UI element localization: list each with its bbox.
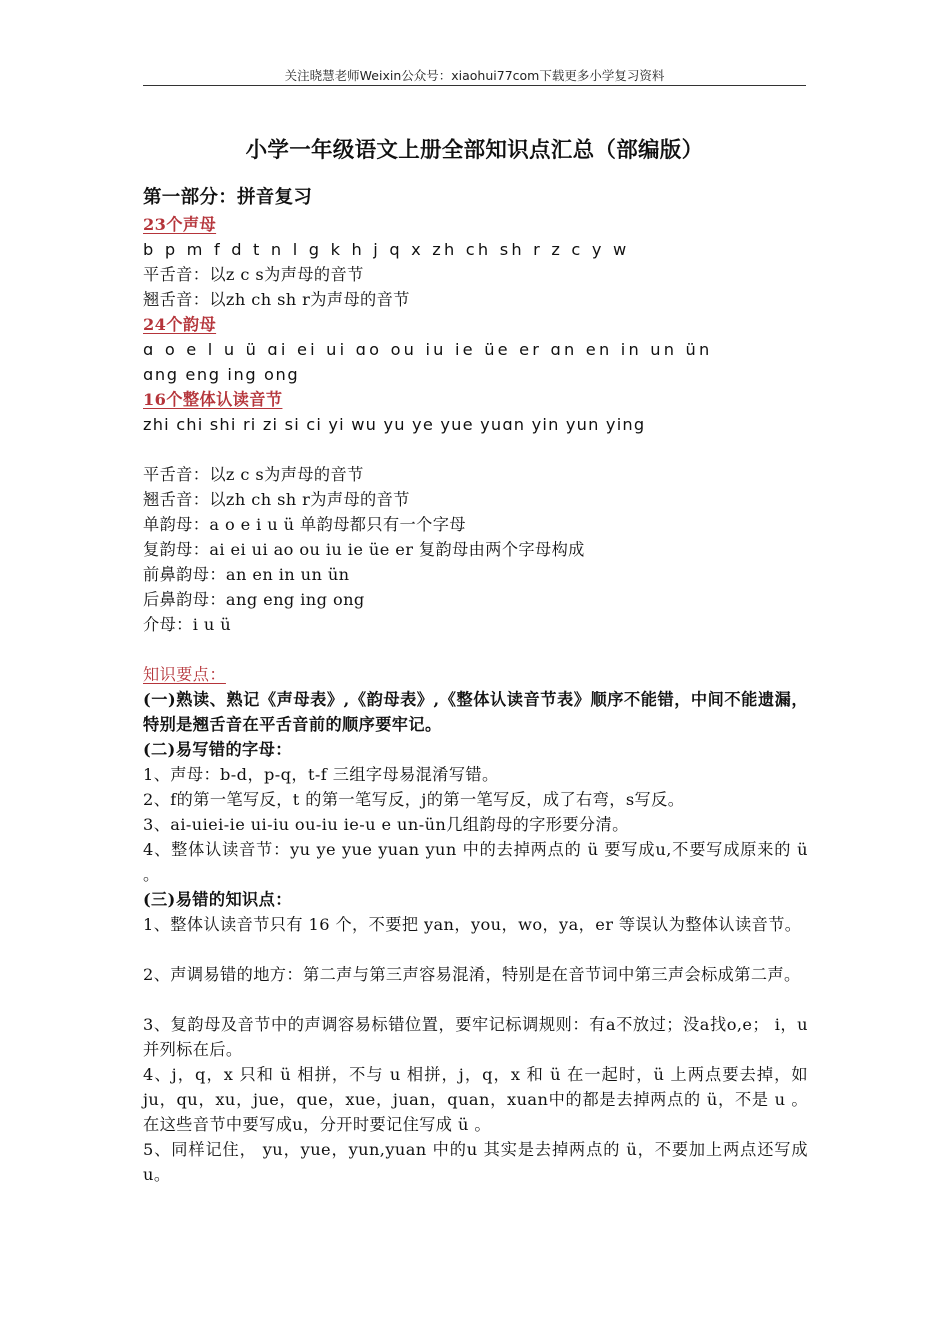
header-divider	[143, 85, 806, 86]
key-point-2-1: 1、声母：b-d，p-q，t-f 三组字母易混淆写错。	[143, 765, 499, 784]
key-point-3-1: 1、整体认读音节只有 16 个，不要把 yan，you，wo，ya，er 等误认为整体认读音节。	[143, 915, 802, 934]
compound-finals-line: 复韵母：ai ei ui ao ou iu ie üe er 复韵母由两个字母构成	[143, 540, 585, 559]
spacer	[143, 637, 808, 662]
single-finals-line: 单韵母：a o e i u ü 单韵母都只有一个字母	[143, 515, 466, 534]
finals-label: 24个韵母	[143, 315, 217, 334]
finals-list-row2: ɑng eng ing ong	[143, 365, 300, 384]
spacer	[143, 437, 808, 462]
initials-list: b p m f d t n l g k h j q x zh ch sh r z c y w	[143, 240, 630, 259]
key-point-2-heading: (二)易写错的字母：	[143, 740, 292, 759]
key-point-3-2: 2、声调易错的地方：第二声与第三声容易混淆，特别是在音节词中第三声会标成第二声。	[143, 965, 801, 984]
whole-syllables-label: 16个整体认读音节	[143, 390, 283, 409]
key-points-label: 知识要点：	[143, 665, 226, 684]
key-point-2-3: 3、ai-uiei-ie ui-iu ou-iu ie-u e un-ün几组韵母的字形要分清。	[143, 815, 629, 834]
key-point-2-4: 4、整体认读音节：yu ye yue yuan yun 中的去掉两点的 ü 要写成u,不要写成原来的 ü 。	[143, 840, 808, 884]
key-point-3-3: 3、复韵母及音节中的声调容易标错位置，要牢记标调规则：有a不放过；没a找o,e； i，u并列标在后。	[143, 1015, 808, 1059]
whole-syllables-list: zhi chi shi ri zi si ci yi wu yu ye yue yuɑn yin yun ying	[143, 415, 646, 434]
retroflex-line-2: 翘舌音：以zh ch sh r为声母的音节	[143, 490, 410, 509]
key-point-3-heading: (三)易错的知识点：	[143, 890, 292, 909]
page-header: 关注晓慧老师Weixin公众号：xiaohui77com下载更多小学复习资料	[284, 68, 665, 83]
front-nasal-line: 前鼻韵母：an en in un ün	[143, 565, 350, 584]
retroflex-line: 翘舌音：以zh ch sh r为声母的音节	[143, 290, 410, 309]
flat-tongue-line-2: 平舌音：以z c s为声母的音节	[143, 465, 364, 484]
key-point-3-5: 5、同样记住， yu，yue，yun,yuan 中的u 其实是去掉两点的 ü，不要加上两点还写成u。	[143, 1140, 808, 1184]
key-point-1: (一)熟读、熟记《声母表》,《韵母表》,《整体认读音节表》顺序不能错，中间不能遗漏，特别是翘舌音在平舌音前的顺序要牢记。	[143, 690, 808, 734]
key-point-3-4: 4、j，q，x 只和 ü 相拼，不与 u 相拼，j，q，x 和 ü 在一起时，ü 上两点要去掉，如ju，qu，xu，jue，que，xue，juan，quan，xuan中的都是去掉两点的 ü，不是 u 。在这些音节中要写成u，分开时要记住写成 ü 。	[143, 1065, 808, 1134]
medial-line: 介母：i u ü	[143, 615, 232, 634]
key-point-2-2: 2、f的第一笔写反，t 的第一笔写反，j的第一笔写反，成了右弯，s写反。	[143, 790, 685, 809]
section-heading-pinyin: 第一部分：拼音复习	[143, 187, 313, 208]
back-nasal-line: 后鼻韵母：ang eng ing ong	[143, 590, 365, 609]
flat-tongue-line: 平舌音：以z c s为声母的音节	[143, 265, 364, 284]
document-body	[143, 184, 808, 1187]
initials-label: 23个声母	[143, 215, 217, 234]
document-title: 小学一年级语文上册全部知识点汇总（部编版）	[245, 138, 704, 163]
finals-list-row1: ɑ o e l u ü ɑi ei ui ɑo ou iu ie üe er ɑn en in un ün	[143, 340, 713, 359]
